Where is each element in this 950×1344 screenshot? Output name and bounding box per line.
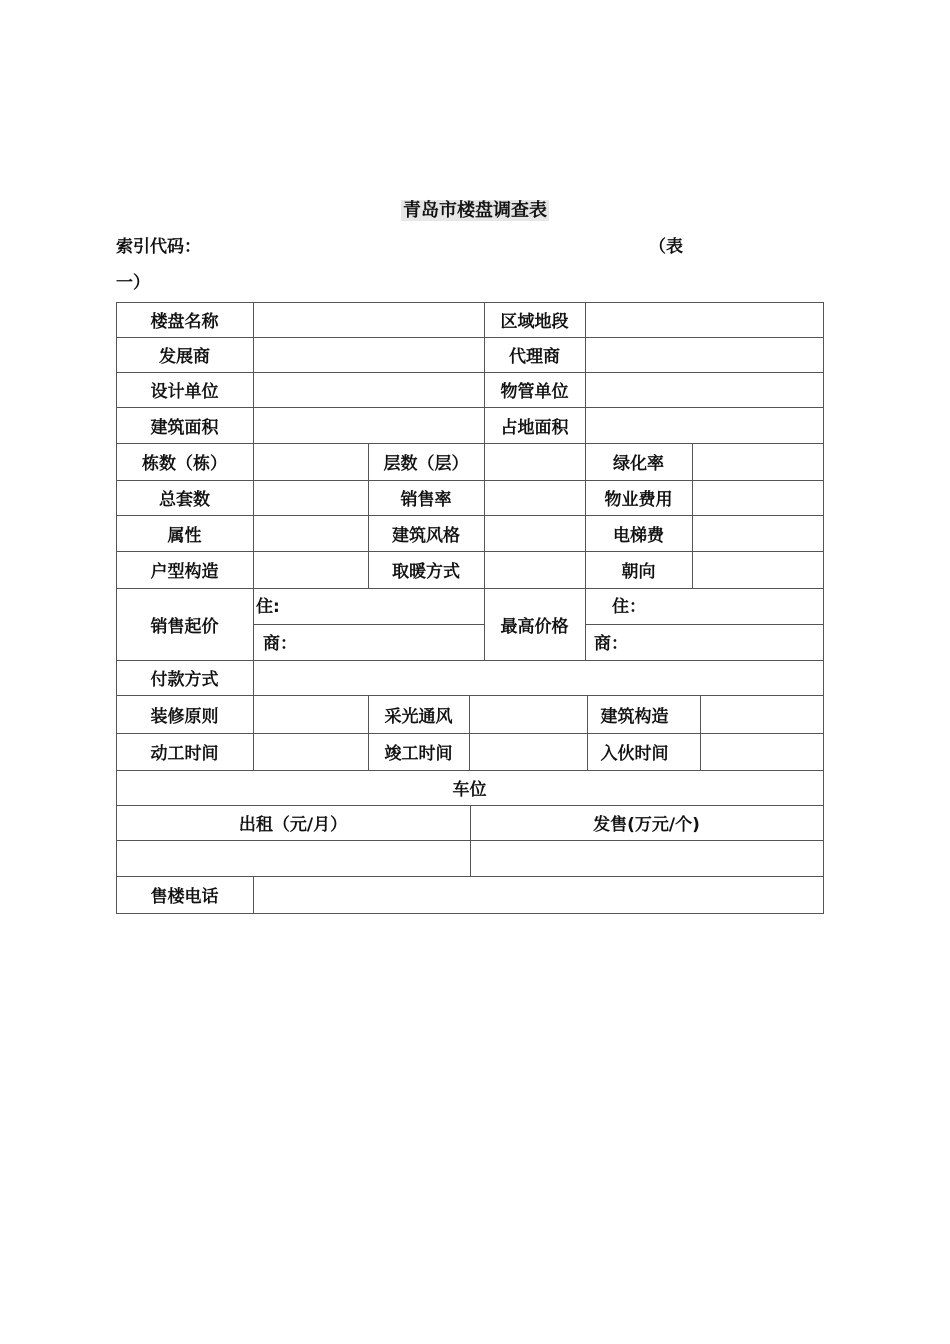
starting-price-residential-label: 住: [256,596,280,617]
building-structure-label: 建筑构造 [600,706,669,727]
table-number-part1: （表 [649,237,683,257]
green-rate-label: 绿化率 [613,454,664,474]
document-title: 青岛市楼盘调查表 [403,200,547,221]
parking-sale-label: 发售(万元/个) [593,815,700,835]
buildings-count-label: 栋数（栋） [142,454,227,474]
property-management-label: 物管单位 [500,382,569,402]
floors-count-label: 层数（层） [383,454,469,474]
sales-rate-label: 销售率 [400,490,452,510]
starting-price-label: 销售起价 [150,616,219,637]
district-label: 区域地段 [500,312,569,332]
parking-header: 车位 [452,780,487,800]
highest-price-residential-label: 住： [612,596,646,617]
lighting-ventilation-label: 采光通风 [384,706,453,727]
attribute-label: 属性 [167,525,202,546]
elevator-fee-label: 电梯费 [613,525,664,546]
design-unit-label: 设计单位 [150,382,219,402]
property-name-label: 楼盘名称 [150,312,219,332]
starting-price-commercial-label: 商： [263,633,297,654]
property-fee-label: 物业费用 [604,490,673,510]
orientation-label: 朝向 [621,562,656,582]
completion-time-label: 竣工时间 [384,744,453,764]
sales-phone-label: 售楼电话 [150,887,219,907]
highest-price-label: 最高价格 [500,616,569,637]
unit-layout-label: 户型构造 [150,562,219,582]
payment-method-label: 付款方式 [150,670,219,690]
parking-rent-label: 出租（元/月） [238,815,348,835]
move-in-time-label: 入伙时间 [600,744,669,764]
decoration-principle-label: 装修原则 [150,706,219,727]
highest-price-commercial-label: 商： [594,633,628,654]
land-area-label: 占地面积 [500,417,569,438]
construction-start-label: 动工时间 [150,744,219,764]
building-area-label: 建筑面积 [150,417,219,438]
heating-method-label: 取暖方式 [392,562,460,582]
total-units-label: 总套数 [159,490,210,510]
architectural-style-label: 建筑风格 [392,525,460,546]
index-code-label: 索引代码： [116,237,201,257]
table-number-part2: 一） [116,273,150,293]
developer-label: 发展商 [159,347,210,367]
agent-label: 代理商 [509,347,560,367]
